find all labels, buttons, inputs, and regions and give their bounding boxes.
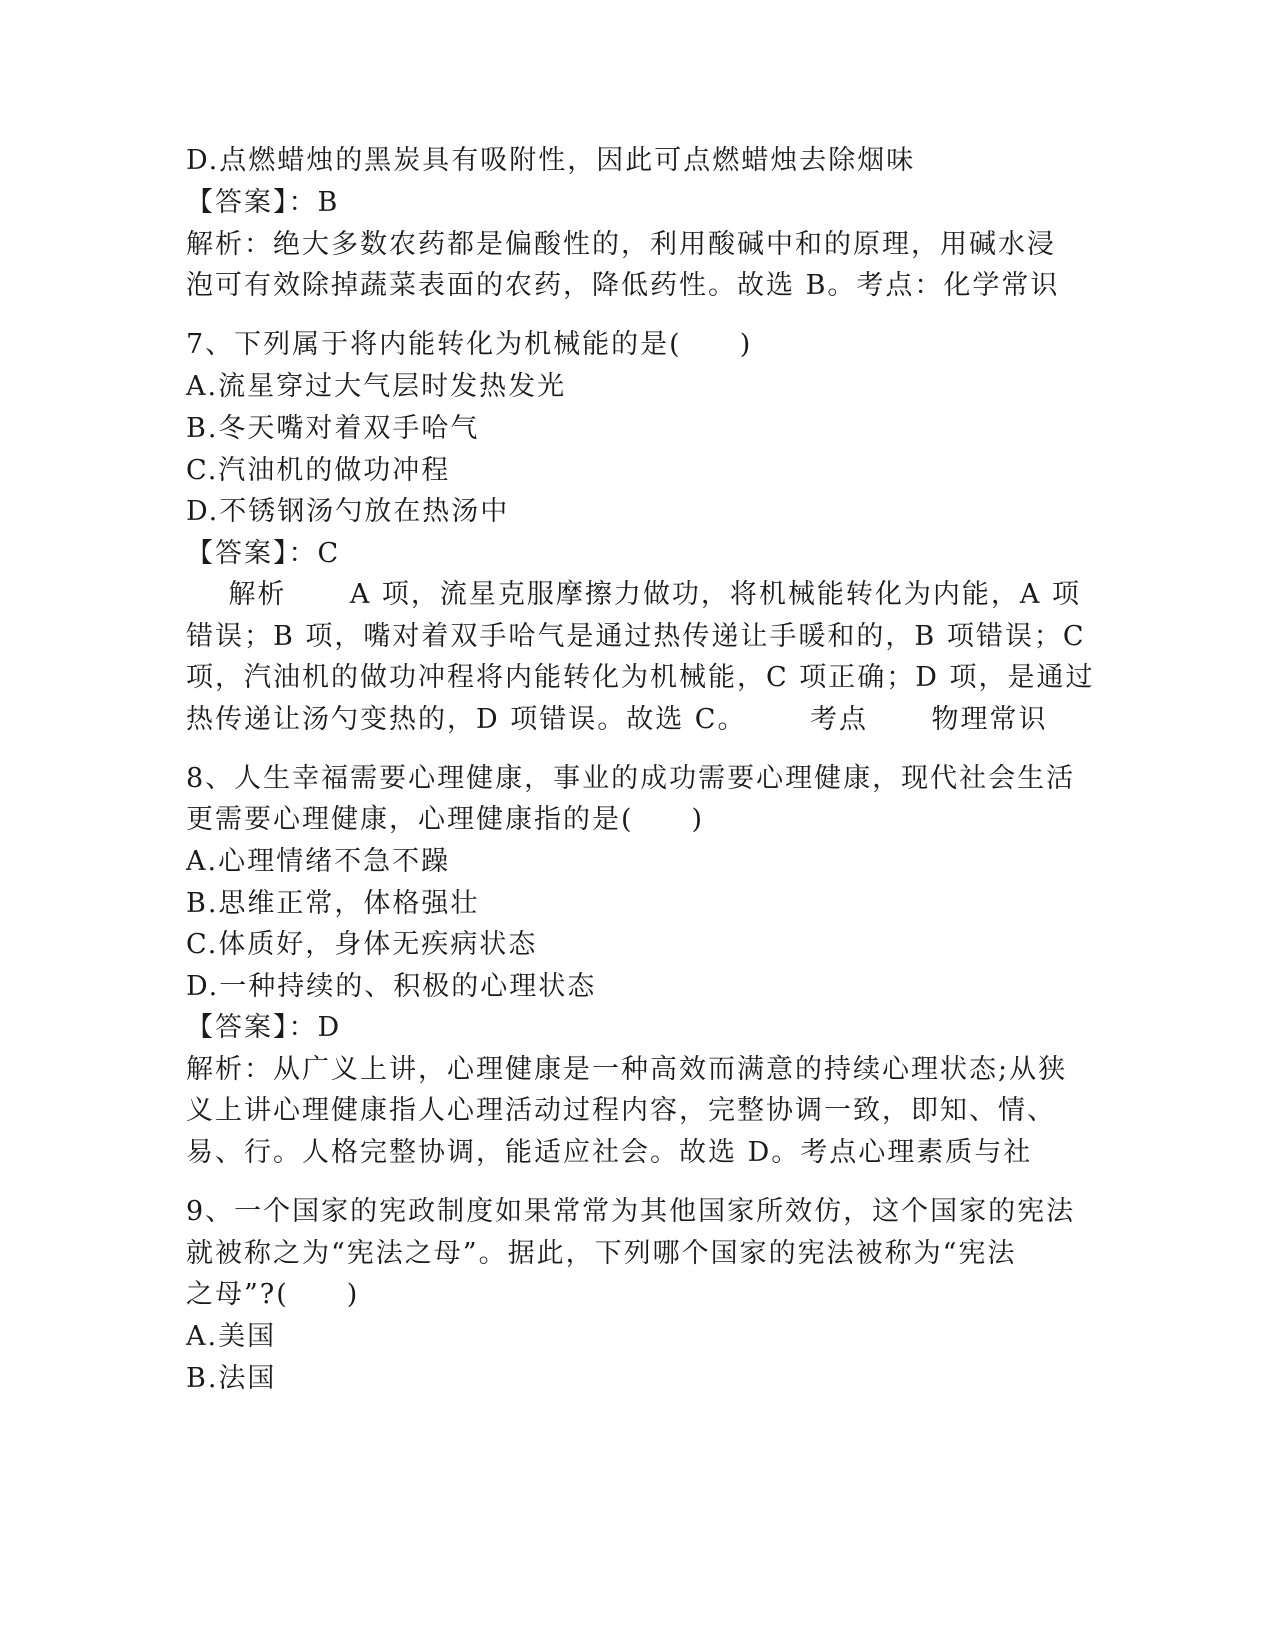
q8-question-line: 8、人生幸福需要心理健康，事业的成功需要心理健康，现代社会生活 <box>186 763 1076 794</box>
q9-question-line: 就被称之为“宪法之母”。据此，下列哪个国家的宪法被称为“宪法 <box>186 1238 1017 1269</box>
q7-answer: 【答案】：C <box>186 538 341 569</box>
q8-option-b: B.思维正常，体格强壮 <box>186 888 480 919</box>
q7-question: 7、下列属于将内能转化为机械能的是( ) <box>186 329 753 360</box>
q7-option-a: A.流星穿过大气层时发热发光 <box>186 371 567 402</box>
q8-analysis-line: 解析：从广义上讲，心理健康是一种高效而满意的持续心理状态;从狭 <box>186 1054 1068 1085</box>
q6-analysis-line: 泡可有效除掉蔬菜表面的农药，降低药性。故选 B。考点：化学常识 <box>186 270 1060 301</box>
q7-analysis-line: 错误；B 项，嘴对着双手哈气是通过热传递让手暖和的，B 项错误；C <box>186 621 1086 652</box>
q6-answer: 【答案】：B <box>186 187 340 218</box>
q8-answer: 【答案】：D <box>186 1012 342 1043</box>
q9-question-line: 之母”?( ) <box>186 1279 360 1310</box>
q6-analysis-line: 解析：绝大多数农药都是偏酸性的，利用酸碱中和的原理，用碱水浸 <box>186 229 1056 260</box>
q6-option-d: D.点燃蜡烛的黑炭具有吸附性，因此可点燃蜡烛去除烟味 <box>186 145 916 176</box>
q7-option-d: D.不锈钢汤勺放在热汤中 <box>186 496 510 527</box>
q8-question-line: 更需要心理健康，心理健康指的是( ) <box>186 804 705 835</box>
q7-analysis-line: 热传递让汤勺变热的，D 项错误。故选 C。 考点 物理常识 <box>186 704 1048 735</box>
q7-analysis-line: 项，汽油机的做功冲程将内能转化为机械能，C 项正确；D 项，是通过 <box>186 662 1095 693</box>
q9-option-b: B.法国 <box>186 1363 277 1394</box>
q8-analysis-line: 易、行。人格完整协调，能适应社会。故选 D。考点心理素质与社 <box>186 1137 1033 1168</box>
q9-option-a: A.美国 <box>186 1321 277 1352</box>
q7-analysis-line: 解析 A 项，流星克服摩擦力做功，将机械能转化为内能，A 项 <box>186 579 1081 610</box>
q8-option-a: A.心理情绪不急不躁 <box>186 846 451 877</box>
q8-option-d: D.一种持续的、积极的心理状态 <box>186 971 597 1002</box>
q7-option-b: B.冬天嘴对着双手哈气 <box>186 413 480 444</box>
q9-question-line: 9、一个国家的宪政制度如果常常为其他国家所效仿，这个国家的宪法 <box>186 1196 1076 1227</box>
q7-option-c: C.汽油机的做功冲程 <box>186 455 451 486</box>
q8-option-c: C.体质好，身体无疾病状态 <box>186 929 538 960</box>
q8-analysis-line: 义上讲心理健康指人心理活动过程内容，完整协调一致，即知、情、 <box>186 1095 1056 1126</box>
